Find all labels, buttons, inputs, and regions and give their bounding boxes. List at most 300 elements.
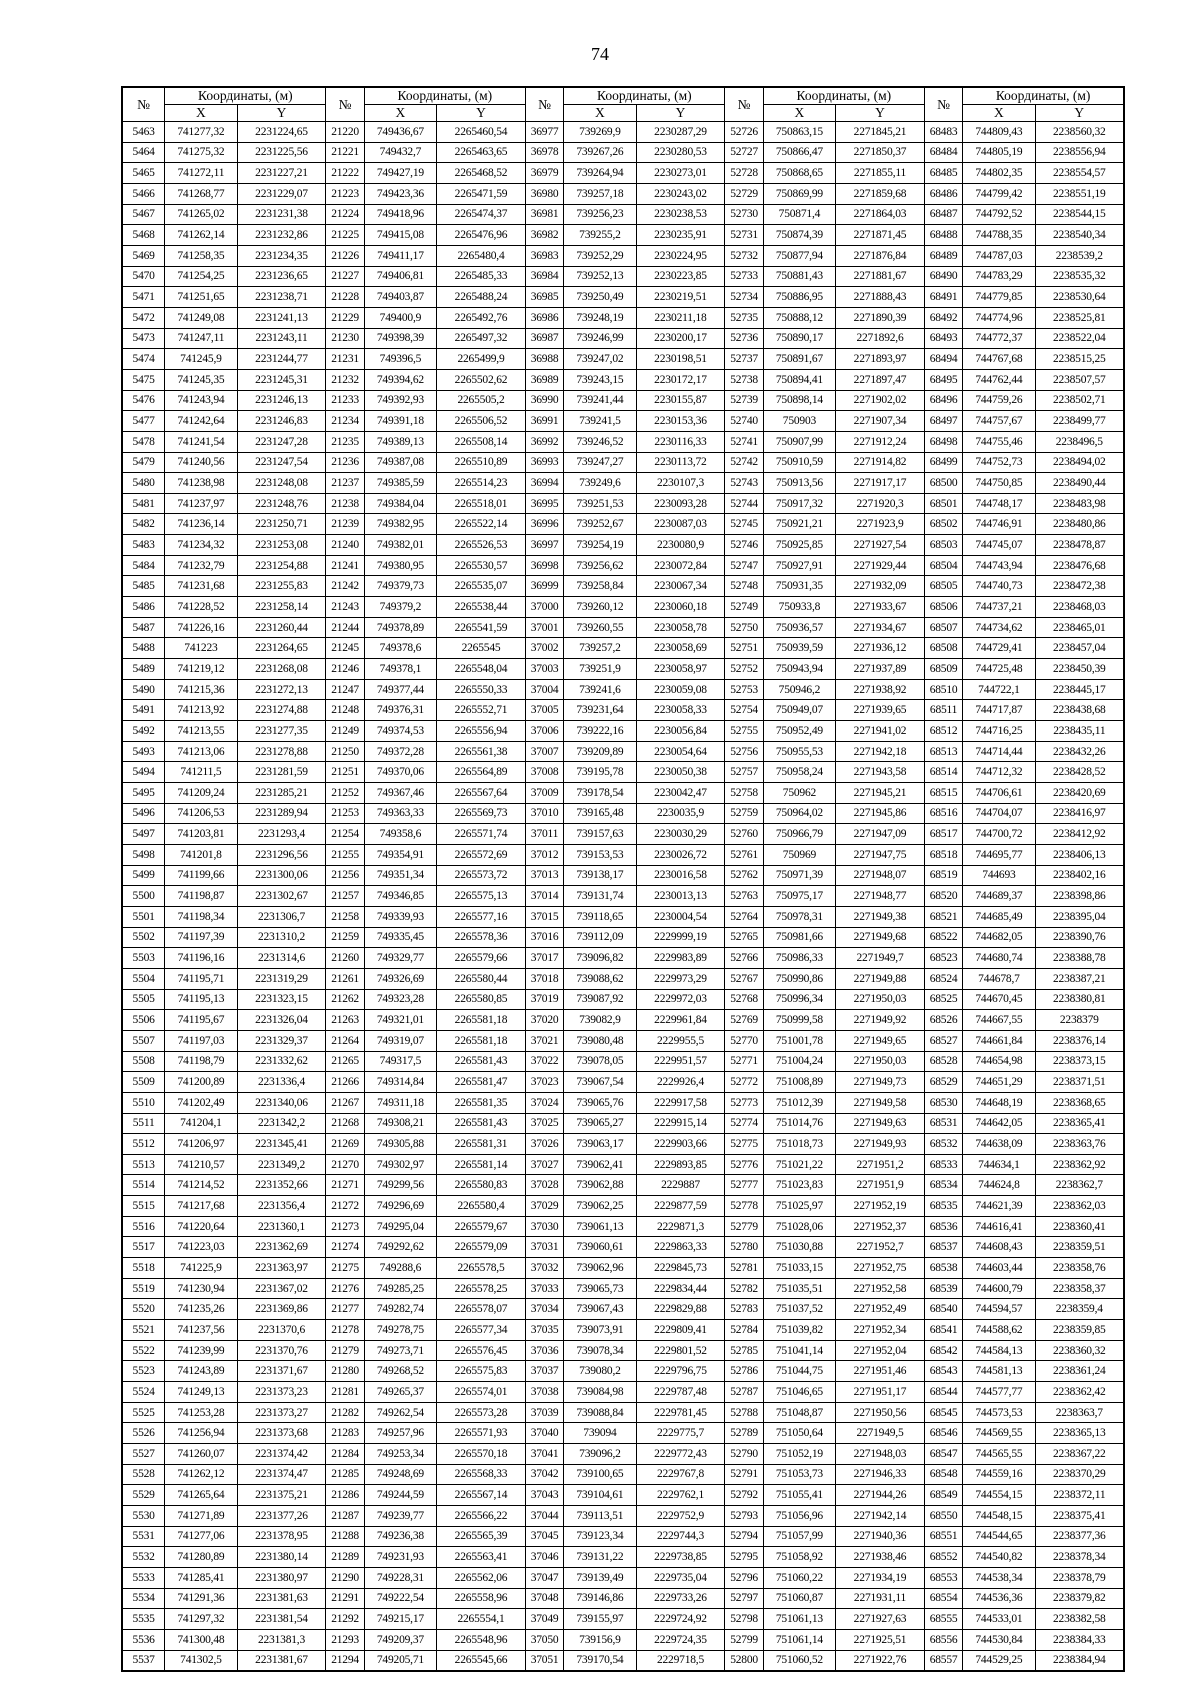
x-value-cell: 739155,97 bbox=[564, 1609, 636, 1630]
x-value-cell: 739088,62 bbox=[564, 968, 636, 989]
point-number-cell: 37018 bbox=[525, 968, 563, 989]
point-number-cell: 5513 bbox=[122, 1154, 165, 1175]
table-row bbox=[122, 927, 1124, 948]
point-number-cell: 52726 bbox=[725, 122, 763, 143]
y-value-cell: 2265575,13 bbox=[437, 886, 526, 907]
point-number-cell: 5478 bbox=[122, 431, 165, 452]
x-value-cell: 744772,37 bbox=[963, 328, 1035, 349]
x-value-cell: 741245,35 bbox=[165, 369, 237, 390]
table-row bbox=[122, 1402, 1124, 1423]
x-value-cell: 739260,12 bbox=[564, 597, 636, 618]
x-value-cell: 749411,17 bbox=[364, 245, 436, 266]
point-number-cell: 68512 bbox=[924, 721, 962, 742]
x-value-cell: 749384,04 bbox=[364, 493, 436, 514]
table-row bbox=[122, 1588, 1124, 1609]
x-value-cell: 739251,53 bbox=[564, 493, 636, 514]
point-number-cell: 37010 bbox=[525, 803, 563, 824]
y-value-cell: 2231258,14 bbox=[237, 597, 326, 618]
y-value-cell: 2231319,29 bbox=[237, 968, 326, 989]
y-value-cell: 2271949,68 bbox=[836, 927, 925, 948]
y-value-cell: 2231234,35 bbox=[237, 245, 326, 266]
point-number-cell: 52727 bbox=[725, 142, 763, 163]
point-number-cell: 21229 bbox=[326, 307, 364, 328]
y-value-cell: 2231362,69 bbox=[237, 1237, 326, 1258]
point-number-cell: 21242 bbox=[326, 576, 364, 597]
table-row bbox=[122, 1423, 1124, 1444]
point-number-cell: 5476 bbox=[122, 390, 165, 411]
table-row bbox=[122, 555, 1124, 576]
point-number-cell: 21253 bbox=[326, 803, 364, 824]
y-value-cell: 2229718,5 bbox=[636, 1650, 725, 1671]
x-value-cell: 739209,89 bbox=[564, 741, 636, 762]
y-value-cell: 2231314,6 bbox=[237, 948, 326, 969]
y-value-cell: 2231255,83 bbox=[237, 576, 326, 597]
y-value-cell: 2265581,43 bbox=[437, 1051, 526, 1072]
y-value-cell: 2231268,08 bbox=[237, 659, 326, 680]
y-value-cell: 2265578,07 bbox=[437, 1299, 526, 1320]
table-row bbox=[122, 1216, 1124, 1237]
x-value-cell: 751050,64 bbox=[763, 1423, 835, 1444]
point-number-cell: 5470 bbox=[122, 266, 165, 287]
point-number-cell: 21291 bbox=[326, 1588, 364, 1609]
x-value-cell: 750871,4 bbox=[763, 204, 835, 225]
point-number-cell: 5492 bbox=[122, 721, 165, 742]
y-value-cell: 2231272,13 bbox=[237, 679, 326, 700]
x-value-cell: 749396,5 bbox=[364, 349, 436, 370]
y-value-cell: 2265578,36 bbox=[437, 927, 526, 948]
x-value-cell: 744608,43 bbox=[963, 1237, 1035, 1258]
x-value-cell: 744544,65 bbox=[963, 1526, 1035, 1547]
x-value-cell: 749378,1 bbox=[364, 659, 436, 680]
y-value-cell: 2231246,83 bbox=[237, 411, 326, 432]
table-row bbox=[122, 349, 1124, 370]
y-value-cell: 2265574,01 bbox=[437, 1382, 526, 1403]
point-number-cell: 68533 bbox=[924, 1154, 962, 1175]
x-value-cell: 750943,94 bbox=[763, 659, 835, 680]
x-value-cell: 749319,07 bbox=[364, 1030, 436, 1051]
point-number-cell: 68496 bbox=[924, 390, 962, 411]
y-value-cell: 2238371,51 bbox=[1035, 1072, 1124, 1093]
y-value-cell: 2265492,76 bbox=[437, 307, 526, 328]
x-value-cell: 749418,96 bbox=[364, 204, 436, 225]
y-value-cell: 2238472,38 bbox=[1035, 576, 1124, 597]
y-value-cell: 2231306,7 bbox=[237, 906, 326, 927]
y-value-cell: 2271949,58 bbox=[836, 1092, 925, 1113]
x-value-cell: 750868,65 bbox=[763, 163, 835, 184]
point-number-cell: 21251 bbox=[326, 762, 364, 783]
table-row bbox=[122, 968, 1124, 989]
y-value-cell: 2238368,65 bbox=[1035, 1092, 1124, 1113]
x-value-cell: 739195,78 bbox=[564, 762, 636, 783]
y-value-cell: 2271945,86 bbox=[836, 803, 925, 824]
point-number-cell: 5472 bbox=[122, 307, 165, 328]
y-value-cell: 2230058,33 bbox=[636, 700, 725, 721]
x-value-cell: 749398,39 bbox=[364, 328, 436, 349]
x-value-cell: 750939,59 bbox=[763, 638, 835, 659]
table-row bbox=[122, 721, 1124, 742]
y-value-cell: 2271859,68 bbox=[836, 183, 925, 204]
point-number-cell: 68523 bbox=[924, 948, 962, 969]
point-number-cell: 36980 bbox=[525, 183, 563, 204]
table-row bbox=[122, 183, 1124, 204]
x-value-cell: 744651,29 bbox=[963, 1072, 1035, 1093]
y-value-cell: 2238502,71 bbox=[1035, 390, 1124, 411]
x-value-cell: 741206,53 bbox=[165, 803, 237, 824]
point-number-cell: 21234 bbox=[326, 411, 364, 432]
x-value-cell: 744740,73 bbox=[963, 576, 1035, 597]
x-value-cell: 744799,42 bbox=[963, 183, 1035, 204]
x-value-cell: 744755,46 bbox=[963, 431, 1035, 452]
point-number-cell: 37012 bbox=[525, 844, 563, 865]
point-number-cell: 5505 bbox=[122, 989, 165, 1010]
table-row bbox=[122, 679, 1124, 700]
y-value-cell: 2238438,68 bbox=[1035, 700, 1124, 721]
x-value-cell: 744536,36 bbox=[963, 1588, 1035, 1609]
y-value-cell: 2230030,29 bbox=[636, 824, 725, 845]
y-value-cell: 2231238,71 bbox=[237, 287, 326, 308]
x-value-cell: 741240,56 bbox=[165, 452, 237, 473]
x-value-cell: 749228,31 bbox=[364, 1567, 436, 1588]
y-value-cell: 2265565,39 bbox=[437, 1526, 526, 1547]
y-value-cell: 2238367,22 bbox=[1035, 1444, 1124, 1465]
y-value-cell: 2231236,65 bbox=[237, 266, 326, 287]
x-value-cell: 741202,49 bbox=[165, 1092, 237, 1113]
point-number-cell: 52767 bbox=[725, 968, 763, 989]
x-value-cell: 744774,96 bbox=[963, 307, 1035, 328]
y-value-cell: 2231370,76 bbox=[237, 1340, 326, 1361]
y-value-cell: 2265569,73 bbox=[437, 803, 526, 824]
y-value-cell: 2231248,76 bbox=[237, 493, 326, 514]
point-number-cell: 5527 bbox=[122, 1444, 165, 1465]
point-number-cell: 5510 bbox=[122, 1092, 165, 1113]
point-number-cell: 68497 bbox=[924, 411, 962, 432]
point-number-cell: 52778 bbox=[725, 1196, 763, 1217]
y-value-cell: 2271952,49 bbox=[836, 1299, 925, 1320]
x-value-cell: 750931,35 bbox=[763, 576, 835, 597]
point-number-cell: 68535 bbox=[924, 1196, 962, 1217]
point-number-cell: 68527 bbox=[924, 1030, 962, 1051]
y-value-cell: 2230080,9 bbox=[636, 535, 725, 556]
point-number-cell: 21263 bbox=[326, 1010, 364, 1031]
y-value-cell: 2271949,5 bbox=[836, 1423, 925, 1444]
y-value-cell: 2231377,26 bbox=[237, 1505, 326, 1526]
point-number-cell: 52732 bbox=[725, 245, 763, 266]
x-value-cell: 739131,22 bbox=[564, 1547, 636, 1568]
y-value-cell: 2229809,41 bbox=[636, 1320, 725, 1341]
y-value-cell: 2238358,37 bbox=[1035, 1278, 1124, 1299]
point-number-cell: 68489 bbox=[924, 245, 962, 266]
x-value-cell: 739113,51 bbox=[564, 1505, 636, 1526]
table-row bbox=[122, 411, 1124, 432]
y-value-cell: 2271871,45 bbox=[836, 225, 925, 246]
y-value-cell: 2231250,71 bbox=[237, 514, 326, 535]
point-number-cell: 21283 bbox=[326, 1423, 364, 1444]
point-number-cell: 5530 bbox=[122, 1505, 165, 1526]
y-value-cell: 2229917,58 bbox=[636, 1092, 725, 1113]
x-value-cell: 739096,82 bbox=[564, 948, 636, 969]
x-value-cell: 749400,9 bbox=[364, 307, 436, 328]
point-number-cell: 36991 bbox=[525, 411, 563, 432]
point-number-cell: 5464 bbox=[122, 142, 165, 163]
x-value-cell: 749268,52 bbox=[364, 1361, 436, 1382]
table-row bbox=[122, 948, 1124, 969]
x-value-cell: 739112,09 bbox=[564, 927, 636, 948]
point-number-cell: 68503 bbox=[924, 535, 962, 556]
table-row bbox=[122, 163, 1124, 184]
y-value-cell: 2265538,44 bbox=[437, 597, 526, 618]
point-number-cell: 21249 bbox=[326, 721, 364, 742]
y-value-cell: 2238483,98 bbox=[1035, 493, 1124, 514]
point-number-cell: 21238 bbox=[326, 493, 364, 514]
y-value-cell: 2231380,97 bbox=[237, 1567, 326, 1588]
point-number-cell: 21227 bbox=[326, 266, 364, 287]
y-value-cell: 2231381,63 bbox=[237, 1588, 326, 1609]
point-number-cell: 21233 bbox=[326, 390, 364, 411]
x-value-cell: 751030,88 bbox=[763, 1237, 835, 1258]
y-value-cell: 2231329,37 bbox=[237, 1030, 326, 1051]
x-value-cell: 741209,24 bbox=[165, 783, 237, 804]
x-value-cell: 751018,73 bbox=[763, 1134, 835, 1155]
x-value-cell: 744584,13 bbox=[963, 1340, 1035, 1361]
point-number-cell: 68495 bbox=[924, 369, 962, 390]
x-value-cell: 741277,06 bbox=[165, 1526, 237, 1547]
x-value-cell: 744787,03 bbox=[963, 245, 1035, 266]
x-value-cell: 744648,19 bbox=[963, 1092, 1035, 1113]
point-number-cell: 68502 bbox=[924, 514, 962, 535]
x-value-cell: 750917,32 bbox=[763, 493, 835, 514]
y-value-cell: 2271902,02 bbox=[836, 390, 925, 411]
x-value-cell: 739062,41 bbox=[564, 1154, 636, 1175]
point-number-cell: 5518 bbox=[122, 1258, 165, 1279]
y-value-cell: 2271942,18 bbox=[836, 741, 925, 762]
point-number-cell: 37013 bbox=[525, 865, 563, 886]
y-value-cell: 2229834,44 bbox=[636, 1278, 725, 1299]
point-number-cell: 21273 bbox=[326, 1216, 364, 1237]
point-number-cell: 52750 bbox=[725, 617, 763, 638]
point-number-cell: 68539 bbox=[924, 1278, 962, 1299]
y-value-cell: 2238375,41 bbox=[1035, 1505, 1124, 1526]
point-number-cell: 52780 bbox=[725, 1237, 763, 1258]
point-number-cell: 5537 bbox=[122, 1650, 165, 1671]
x-value-cell: 741268,77 bbox=[165, 183, 237, 204]
x-value-cell: 744600,79 bbox=[963, 1278, 1035, 1299]
point-number-cell: 52783 bbox=[725, 1299, 763, 1320]
y-value-cell: 2238363,7 bbox=[1035, 1402, 1124, 1423]
y-value-cell: 2238522,04 bbox=[1035, 328, 1124, 349]
y-value-cell: 2265568,33 bbox=[437, 1464, 526, 1485]
x-value-cell: 741197,03 bbox=[165, 1030, 237, 1051]
table-row bbox=[122, 369, 1124, 390]
point-number-cell: 5491 bbox=[122, 700, 165, 721]
point-number-cell: 68507 bbox=[924, 617, 962, 638]
point-number-cell: 52795 bbox=[725, 1547, 763, 1568]
x-value-cell: 750925,85 bbox=[763, 535, 835, 556]
x-value-cell: 750990,86 bbox=[763, 968, 835, 989]
x-value-cell: 741285,41 bbox=[165, 1567, 237, 1588]
point-number-cell: 68487 bbox=[924, 204, 962, 225]
x-value-cell: 741237,97 bbox=[165, 493, 237, 514]
table-row bbox=[122, 1609, 1124, 1630]
point-number-cell: 36993 bbox=[525, 452, 563, 473]
x-value-cell: 744805,19 bbox=[963, 142, 1035, 163]
column-header-x: X bbox=[763, 105, 835, 122]
point-number-cell: 37043 bbox=[525, 1485, 563, 1506]
y-value-cell: 2230238,53 bbox=[636, 204, 725, 225]
point-number-cell: 21255 bbox=[326, 844, 364, 865]
x-value-cell: 744621,39 bbox=[963, 1196, 1035, 1217]
x-value-cell: 744624,8 bbox=[963, 1175, 1035, 1196]
y-value-cell: 2229752,9 bbox=[636, 1505, 725, 1526]
point-number-cell: 37046 bbox=[525, 1547, 563, 1568]
x-value-cell: 739060,61 bbox=[564, 1237, 636, 1258]
point-number-cell: 21230 bbox=[326, 328, 364, 349]
x-value-cell: 749351,34 bbox=[364, 865, 436, 886]
table-row bbox=[122, 390, 1124, 411]
x-value-cell: 739243,15 bbox=[564, 369, 636, 390]
point-number-cell: 52730 bbox=[725, 204, 763, 225]
x-value-cell: 739252,29 bbox=[564, 245, 636, 266]
x-value-cell: 744767,68 bbox=[963, 349, 1035, 370]
point-number-cell: 21272 bbox=[326, 1196, 364, 1217]
y-value-cell: 2265573,72 bbox=[437, 865, 526, 886]
y-value-cell: 2229973,29 bbox=[636, 968, 725, 989]
y-value-cell: 2265578,25 bbox=[437, 1278, 526, 1299]
x-value-cell: 741220,64 bbox=[165, 1216, 237, 1237]
x-value-cell: 749335,45 bbox=[364, 927, 436, 948]
y-value-cell: 2229787,48 bbox=[636, 1382, 725, 1403]
y-value-cell: 2231227,21 bbox=[237, 163, 326, 184]
x-value-cell: 751025,97 bbox=[763, 1196, 835, 1217]
table-row bbox=[122, 1382, 1124, 1403]
point-number-cell: 21278 bbox=[326, 1320, 364, 1341]
table-row bbox=[122, 266, 1124, 287]
point-number-cell: 21290 bbox=[326, 1567, 364, 1588]
x-value-cell: 739061,13 bbox=[564, 1216, 636, 1237]
y-value-cell: 2231248,08 bbox=[237, 473, 326, 494]
point-number-cell: 52759 bbox=[725, 803, 763, 824]
point-number-cell: 52791 bbox=[725, 1464, 763, 1485]
point-number-cell: 68538 bbox=[924, 1258, 962, 1279]
table-row bbox=[122, 1154, 1124, 1175]
x-value-cell: 741196,16 bbox=[165, 948, 237, 969]
table-row bbox=[122, 1526, 1124, 1547]
x-value-cell: 749377,44 bbox=[364, 679, 436, 700]
point-number-cell: 68529 bbox=[924, 1072, 962, 1093]
y-value-cell: 2230280,53 bbox=[636, 142, 725, 163]
y-value-cell: 2230058,69 bbox=[636, 638, 725, 659]
x-value-cell: 750969 bbox=[763, 844, 835, 865]
y-value-cell: 2231260,44 bbox=[237, 617, 326, 638]
y-value-cell: 2238530,64 bbox=[1035, 287, 1124, 308]
point-number-cell: 36978 bbox=[525, 142, 563, 163]
x-value-cell: 749323,28 bbox=[364, 989, 436, 1010]
table-row bbox=[122, 1092, 1124, 1113]
point-number-cell: 5500 bbox=[122, 886, 165, 907]
x-value-cell: 741254,25 bbox=[165, 266, 237, 287]
point-number-cell: 37029 bbox=[525, 1196, 563, 1217]
point-number-cell: 52797 bbox=[725, 1588, 763, 1609]
y-value-cell: 2230087,03 bbox=[636, 514, 725, 535]
x-value-cell: 744540,82 bbox=[963, 1547, 1035, 1568]
y-value-cell: 2229951,57 bbox=[636, 1051, 725, 1072]
point-number-cell: 36977 bbox=[525, 122, 563, 143]
y-value-cell: 2238361,24 bbox=[1035, 1361, 1124, 1382]
point-number-cell: 52729 bbox=[725, 183, 763, 204]
point-number-cell: 68556 bbox=[924, 1629, 962, 1650]
point-number-cell: 5501 bbox=[122, 906, 165, 927]
y-value-cell: 2229887 bbox=[636, 1175, 725, 1196]
point-number-cell: 37017 bbox=[525, 948, 563, 969]
y-value-cell: 2230155,87 bbox=[636, 390, 725, 411]
x-value-cell: 739065,76 bbox=[564, 1092, 636, 1113]
point-number-cell: 52731 bbox=[725, 225, 763, 246]
column-header-number: № bbox=[326, 87, 364, 122]
x-value-cell: 751004,24 bbox=[763, 1051, 835, 1072]
point-number-cell: 52736 bbox=[725, 328, 763, 349]
x-value-cell: 751028,06 bbox=[763, 1216, 835, 1237]
y-value-cell: 2265579,67 bbox=[437, 1216, 526, 1237]
point-number-cell: 21243 bbox=[326, 597, 364, 618]
point-number-cell: 36998 bbox=[525, 555, 563, 576]
x-value-cell: 751053,73 bbox=[763, 1464, 835, 1485]
x-value-cell: 739247,27 bbox=[564, 452, 636, 473]
point-number-cell: 52774 bbox=[725, 1113, 763, 1134]
point-number-cell: 68484 bbox=[924, 142, 962, 163]
y-value-cell: 2271893,97 bbox=[836, 349, 925, 370]
point-number-cell: 37027 bbox=[525, 1154, 563, 1175]
x-value-cell: 739257,2 bbox=[564, 638, 636, 659]
point-number-cell: 21287 bbox=[326, 1505, 364, 1526]
y-value-cell: 2231293,4 bbox=[237, 824, 326, 845]
x-value-cell: 741235,26 bbox=[165, 1299, 237, 1320]
y-value-cell: 2271949,73 bbox=[836, 1072, 925, 1093]
y-value-cell: 2231285,21 bbox=[237, 783, 326, 804]
point-number-cell: 21270 bbox=[326, 1154, 364, 1175]
y-value-cell: 2238540,34 bbox=[1035, 225, 1124, 246]
x-value-cell: 741249,13 bbox=[165, 1382, 237, 1403]
y-value-cell: 2231225,56 bbox=[237, 142, 326, 163]
point-number-cell: 37028 bbox=[525, 1175, 563, 1196]
y-value-cell: 2271951,9 bbox=[836, 1175, 925, 1196]
point-number-cell: 52781 bbox=[725, 1258, 763, 1279]
x-value-cell: 744559,16 bbox=[963, 1464, 1035, 1485]
point-number-cell: 37019 bbox=[525, 989, 563, 1010]
x-value-cell: 751048,87 bbox=[763, 1402, 835, 1423]
y-value-cell: 2229724,35 bbox=[636, 1629, 725, 1650]
point-number-cell: 68557 bbox=[924, 1650, 962, 1671]
x-value-cell: 739063,17 bbox=[564, 1134, 636, 1155]
x-value-cell: 744750,85 bbox=[963, 473, 1035, 494]
point-number-cell: 37009 bbox=[525, 783, 563, 804]
point-number-cell: 21261 bbox=[326, 968, 364, 989]
x-value-cell: 751061,13 bbox=[763, 1609, 835, 1630]
point-number-cell: 68532 bbox=[924, 1134, 962, 1155]
y-value-cell: 2265535,07 bbox=[437, 576, 526, 597]
point-number-cell: 5468 bbox=[122, 225, 165, 246]
column-header-number: № bbox=[525, 87, 563, 122]
y-value-cell: 2238376,14 bbox=[1035, 1030, 1124, 1051]
point-number-cell: 52787 bbox=[725, 1382, 763, 1403]
x-value-cell: 739073,91 bbox=[564, 1320, 636, 1341]
point-number-cell: 21237 bbox=[326, 473, 364, 494]
point-number-cell: 21276 bbox=[326, 1278, 364, 1299]
x-value-cell: 739258,84 bbox=[564, 576, 636, 597]
point-number-cell: 21275 bbox=[326, 1258, 364, 1279]
y-value-cell: 2231278,88 bbox=[237, 741, 326, 762]
y-value-cell: 2238499,77 bbox=[1035, 411, 1124, 432]
y-value-cell: 2231342,2 bbox=[237, 1113, 326, 1134]
y-value-cell: 2265522,14 bbox=[437, 514, 526, 535]
